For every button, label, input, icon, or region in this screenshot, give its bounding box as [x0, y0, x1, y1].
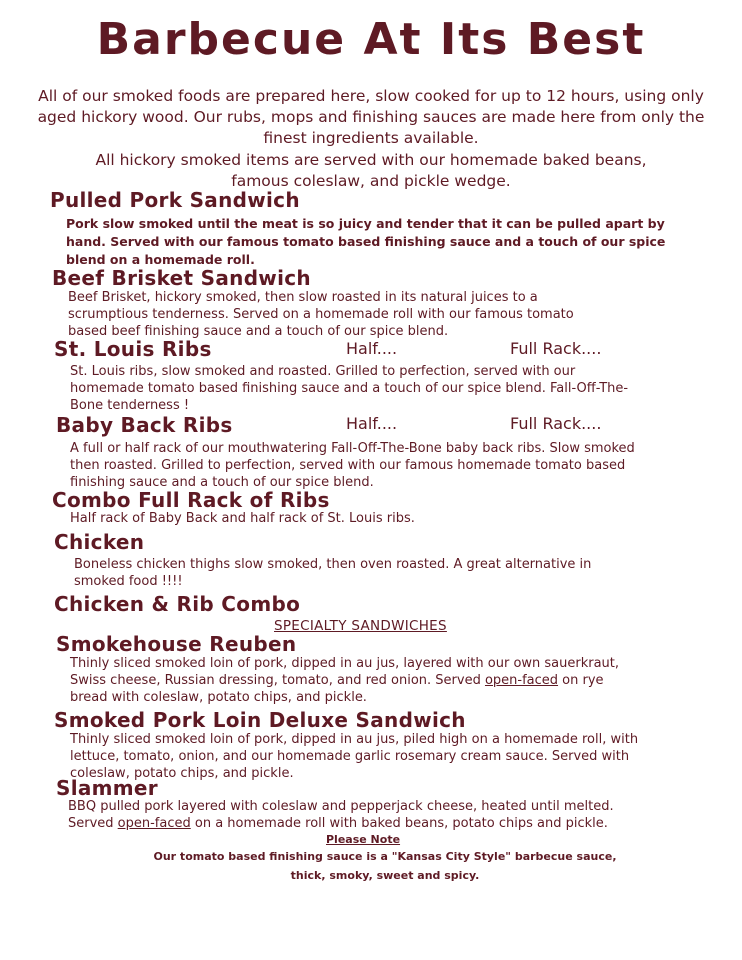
item-desc-slammer: BBQ pulled pork layered with coleslaw and pepperjack cheese, heated until melted. Served open-faced on a homemade roll with baked beans, potato chips and pickle.	[68, 799, 614, 831]
specialty-heading: SPECIALTY SANDWICHES	[274, 618, 447, 634]
open-faced-text: open-faced	[484, 673, 559, 688]
item-desc-chicken: Boneless chicken thighs slow smoked, then oven roasted. A great alternative in smoked food !!!!	[74, 557, 592, 589]
item-name-chicken: Chicken	[54, 530, 145, 554]
item-desc-st-louis: St. Louis ribs, slow smoked and roasted. Grilled to perfection, served with our homemade tomato based finishing sauce and a touch of our spice blend. Fall-Off-The-Bone tenderness !	[70, 364, 629, 413]
note-text: Our tomato based finishing sauce is a "Kansas City Style" barbecue sauce, thick, smoky, sweet and spicy.	[153, 850, 617, 882]
menu-title: Barbecue At Its Best	[96, 14, 646, 65]
item-desc-pulled-pork: Pork slow smoked until the meat is so juicy and tender that it can be pulled apart by hand. Served with our famous tomato based finishing sauce and a touch of our spice blend on a homemade roll.	[66, 216, 666, 267]
intro-sides: All hickory smoked items are served with our homemade baked beans, famous coleslaw, and pickle wedge.	[95, 151, 647, 190]
item-name-pork-loin: Smoked Pork Loin Deluxe Sandwich	[54, 708, 466, 732]
item-name-brisket: Beef Brisket Sandwich	[52, 266, 311, 290]
price-half-baby-back: Half....	[346, 414, 398, 433]
note-heading: Please Note	[326, 833, 401, 846]
item-name-slammer: Slammer	[56, 776, 158, 800]
open-faced-text: open-faced	[117, 816, 191, 831]
item-desc-brisket: Beef Brisket, hickory smoked, then slow roasted in its natural juices to a scrumptious tenderness. Served on a homemade roll with our famous tomato based beef finishing sauce and a touch of our spice blend.	[68, 290, 574, 339]
item-name-chicken-rib-combo: Chicken & Rib Combo	[54, 592, 301, 616]
price-full-baby-back: Full Rack....	[510, 414, 602, 433]
item-desc-combo-ribs: Half rack of Baby Back and half rack of St. Louis ribs.	[70, 511, 415, 526]
item-desc-pork-loin: Thinly sliced smoked loin of pork, dipped in au jus, piled high on a homemade roll, with lettuce, tomato, onion, and our homemade garlic rosemary cream sauce. Served with coleslaw, potato chips, and pickle.	[70, 732, 639, 781]
price-half-st-louis: Half....	[346, 339, 398, 358]
item-name-baby-back: Baby Back Ribs	[56, 413, 233, 437]
item-name-reuben: Smokehouse Reuben	[56, 632, 297, 656]
intro-paragraph: All of our smoked foods are prepared here, slow cooked for up to 12 hours, using only aged hickory wood. Our rubs, mops and finishing sauces are made here from only the finest ingredients available.	[37, 87, 705, 147]
item-name-pulled-pork: Pulled Pork Sandwich	[50, 188, 300, 212]
item-name-st-louis: St. Louis Ribs	[54, 337, 212, 361]
price-full-st-louis: Full Rack....	[510, 339, 602, 358]
item-name-combo-ribs: Combo Full Rack of Ribs	[52, 488, 330, 512]
item-desc-baby-back: A full or half rack of our mouthwatering Fall-Off-The-Bone baby back ribs. Slow smoked then roasted. Grilled to perfection, served with our famous homemade tomato based finishing sauce and a touch of our spice blend.	[70, 441, 635, 490]
item-desc-reuben: Thinly sliced smoked loin of pork, dipped in au jus, layered with our own sauerkraut, Swiss cheese, Russian dressing, tomato, and red onion. Served open-faced on rye bread with coleslaw, potato chips, and pickle.	[70, 656, 620, 705]
